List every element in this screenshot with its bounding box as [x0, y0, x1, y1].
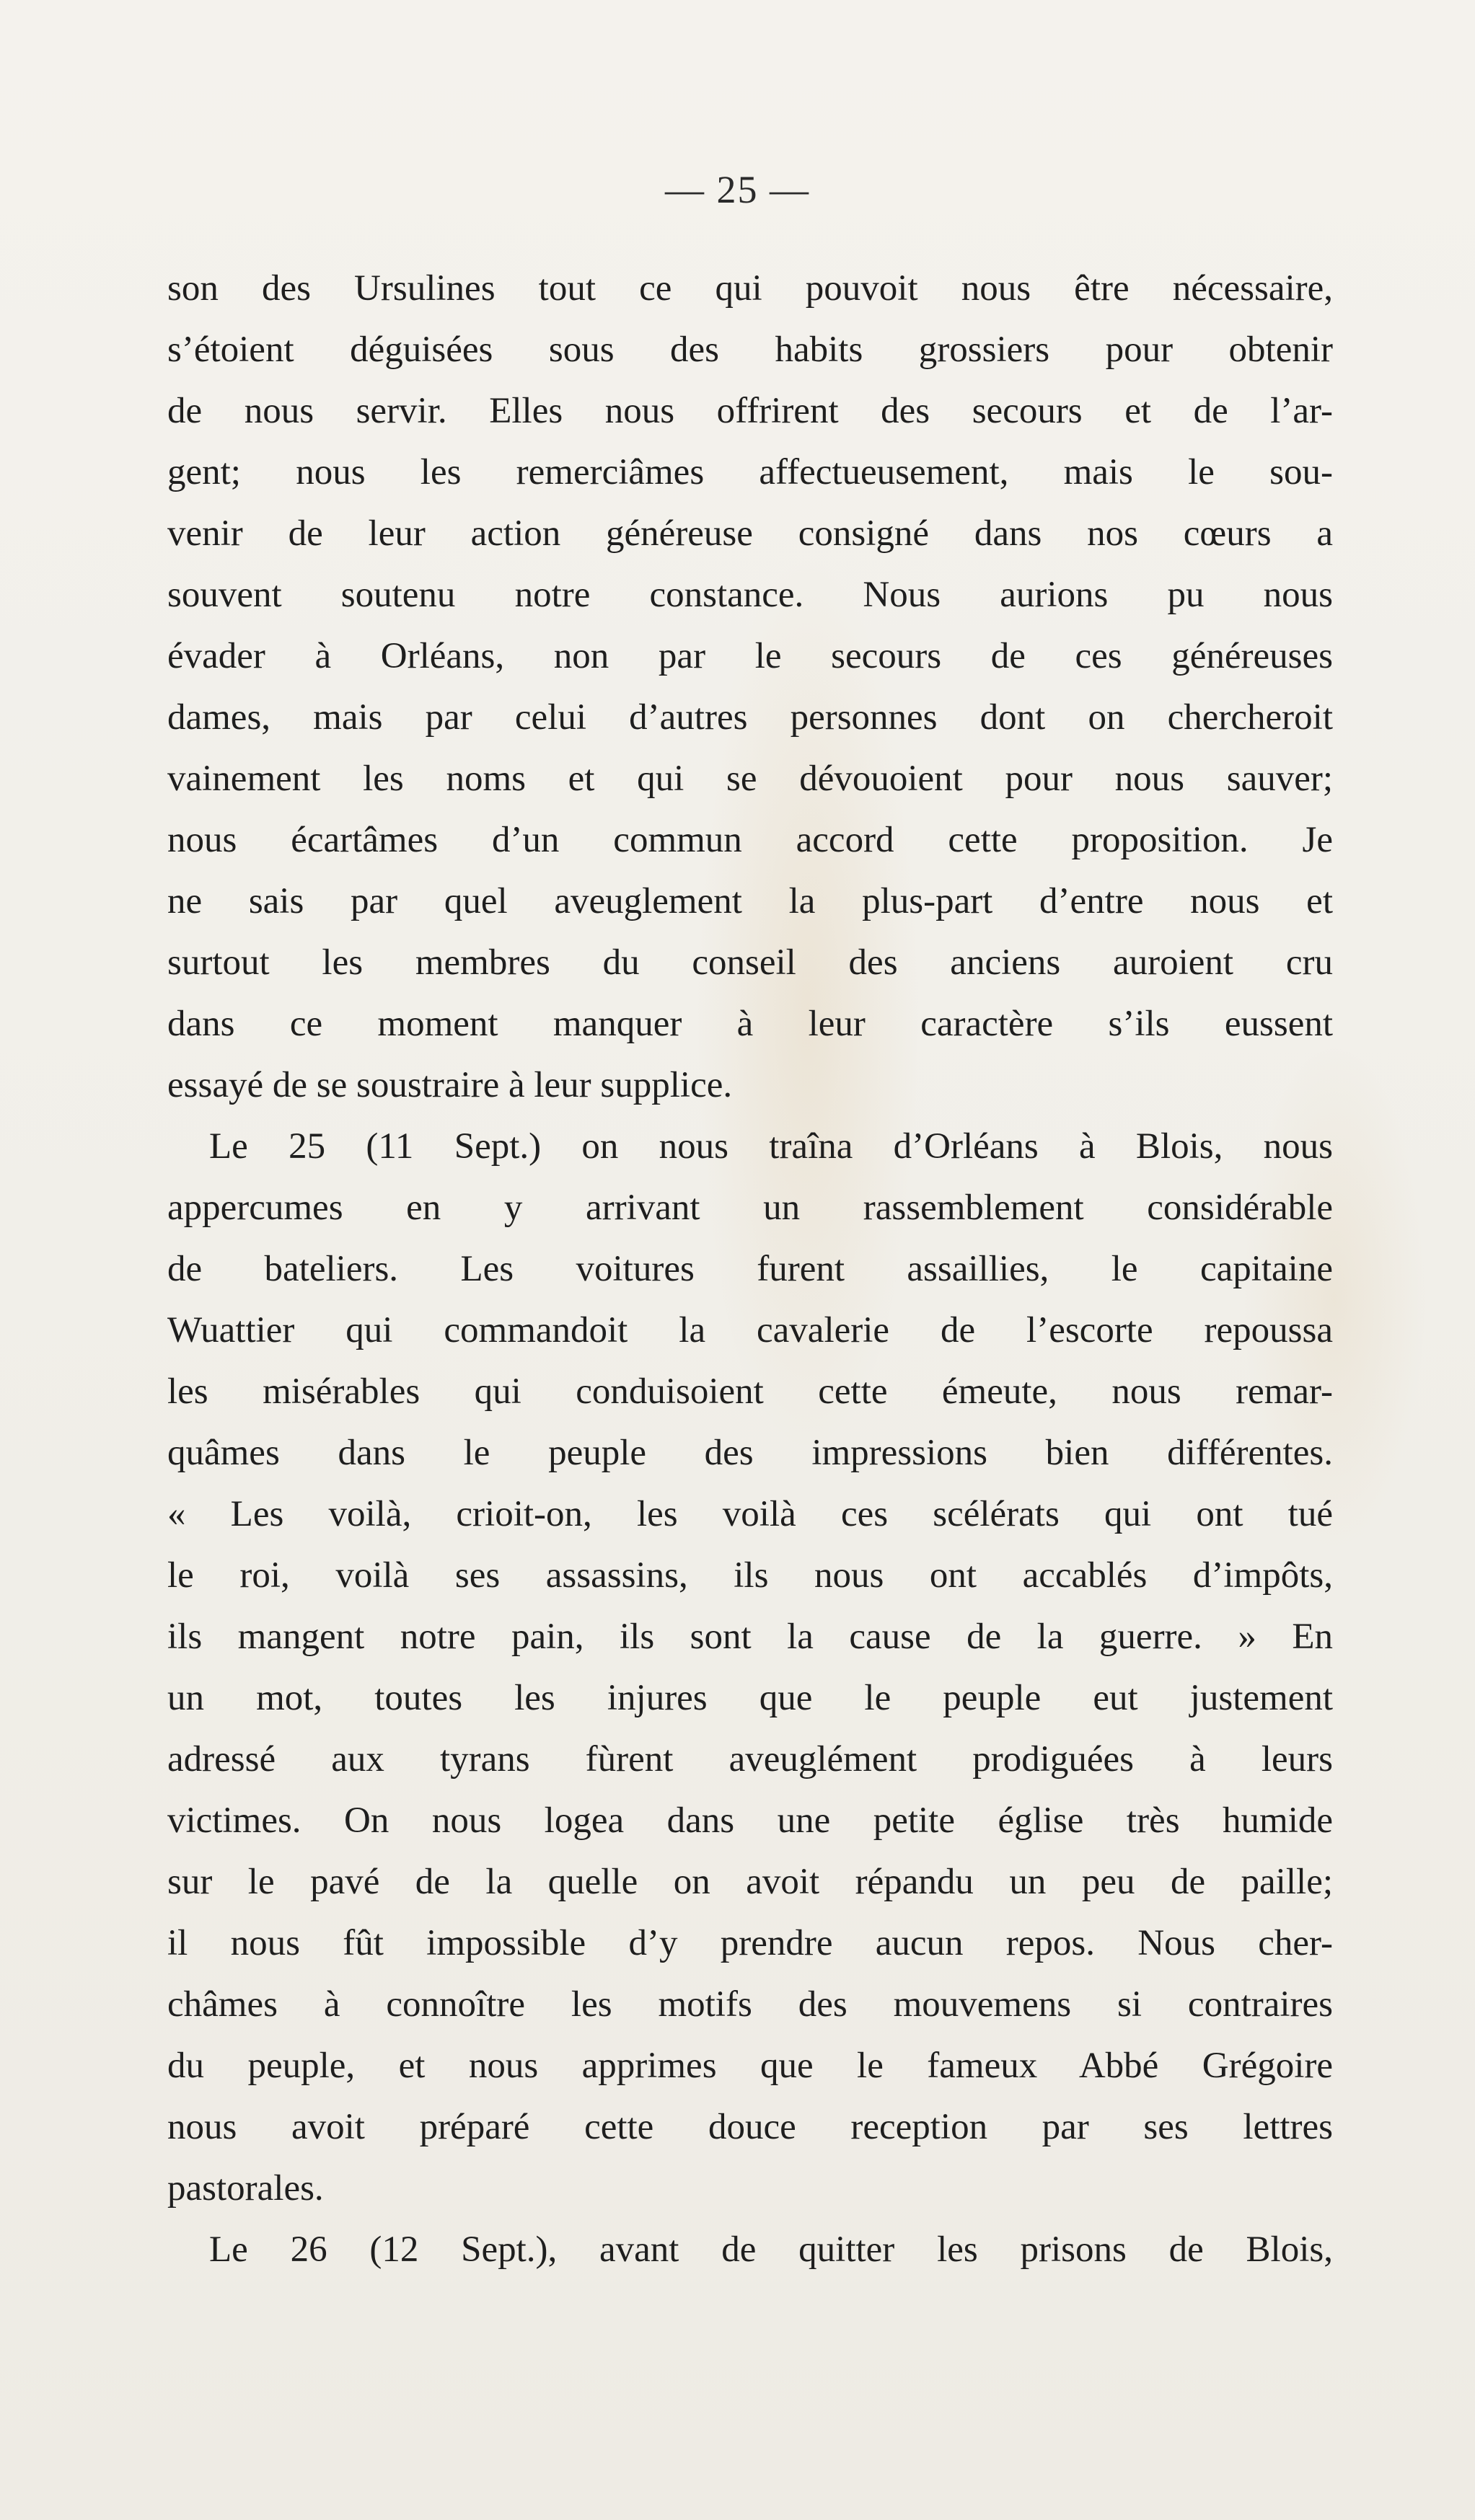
text-line: vainement les noms et qui se dévouoient pour nous sauver; — [167, 759, 1333, 799]
body-text — [167, 258, 1333, 2281]
text-line: s’étoient déguisées sous des habits grossiers pour obtenir — [167, 330, 1333, 370]
paragraph-end-line: essayé de se soustraire à leur supplice. — [167, 1065, 733, 1105]
text-line: du peuple, et nous apprimes que le fameux Abbé Grégoire — [167, 2046, 1333, 2086]
text-line: un mot, toutes les injures que le peuple eut justement — [167, 1678, 1333, 1718]
text-line: adressé aux tyrans fùrent aveuglément prodiguées à leurs — [167, 1739, 1333, 1780]
text-line: dames, mais par celui d’autres personnes dont on chercheroit — [167, 697, 1333, 738]
text-line: les misérables qui conduisoient cette émeute, nous remar- — [167, 1371, 1333, 1412]
text-line: appercumes en y arrivant un rassemblement considérable — [167, 1188, 1333, 1228]
text-line: évader à Orléans, non par le secours de ces généreuses — [167, 636, 1333, 676]
text-line: ils mangent notre pain, ils sont la cause de la guerre. » En — [167, 1617, 1333, 1657]
page-number: — 25 — — [665, 168, 810, 211]
text-line: surtout les membres du conseil des anciens auroient cru — [167, 942, 1333, 983]
text-line: venir de leur action généreuse consigné dans nos cœurs a — [167, 513, 1333, 554]
text-line: de nous servir. Elles nous offrirent des secours et de l’ar- — [167, 391, 1333, 431]
paragraph-start-line: Le 25 (11 Sept.) on nous traîna d’Orléans à Blois, nous — [209, 1126, 1333, 1167]
text-line: dans ce moment manquer à leur caractère s’ils eussent — [167, 1004, 1333, 1044]
text-line: nous écartâmes d’un commun accord cette proposition. Je — [167, 820, 1333, 860]
text-line: nous avoit préparé cette douce reception par ses lettres — [167, 2107, 1333, 2147]
text-line: quâmes dans le peuple des impressions bien différentes. — [167, 1433, 1333, 1473]
text-line: victimes. On nous logea dans une petite église très humide — [167, 1800, 1333, 1841]
paragraph-start-line: Le 26 (12 Sept.), avant de quitter les prisons de Blois, — [209, 2229, 1333, 2270]
text-line: ne sais par quel aveuglement la plus-part d’entre nous et — [167, 881, 1333, 921]
text-line: souvent soutenu notre constance. Nous aurions pu nous — [167, 575, 1333, 615]
text-line: Wuattier qui commandoit la cavalerie de l’escorte repoussa — [167, 1310, 1333, 1350]
text-line: de bateliers. Les voitures furent assaillies, le capitaine — [167, 1249, 1333, 1289]
text-line: gent; nous les remerciâmes affectueusement, mais le sou- — [167, 452, 1333, 492]
text-line: châmes à connoître les motifs des mouvemens si contraires — [167, 1984, 1333, 2025]
text-line: le roi, voilà ses assassins, ils nous ont accablés d’impôts, — [167, 1555, 1333, 1596]
text-line: il nous fût impossible d’y prendre aucun repos. Nous cher- — [167, 1923, 1333, 1963]
paragraph-end-line: pastorales. — [167, 2168, 324, 2209]
text-line: son des Ursulines tout ce qui pouvoit nous être nécessaire, — [167, 268, 1333, 309]
text-line: sur le pavé de la quelle on avoit répandu un peu de paille; — [167, 1862, 1333, 1902]
text-line: « Les voilà, crioit-on, les voilà ces scélérats qui ont tué — [167, 1494, 1333, 1534]
